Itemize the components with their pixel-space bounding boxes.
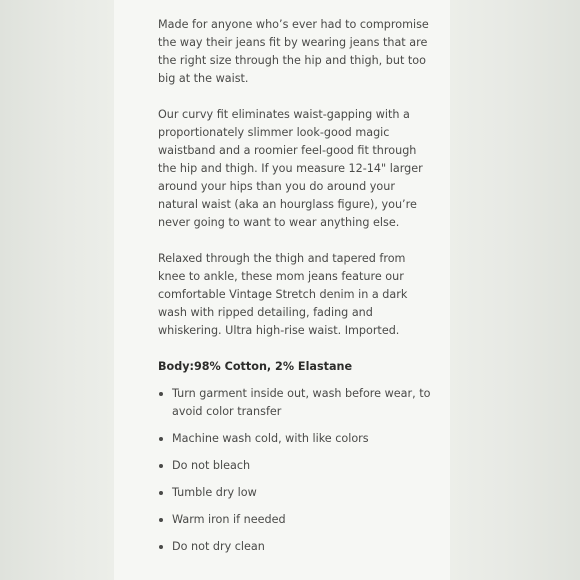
bullet-icon [159, 518, 163, 522]
bullet-icon [159, 545, 163, 549]
description-paragraph-curvy-fit: Our curvy fit eliminates waist-gapping with a proportionately slimmer look-good magic waistband and a roomier feel-good fit through the hip and thigh. If you measure 12-14" larger around your hips than you do around your natural waist (aka an hourglass figure), you’re never going to want to wear anything else. [158, 108, 423, 229]
product-description-panel [114, 0, 450, 580]
care-item-text: Machine wash cold, with like colors [172, 432, 369, 445]
care-item-text: Do not bleach [172, 459, 251, 472]
care-item-machine-wash [158, 430, 436, 448]
care-instructions-list [158, 385, 436, 556]
description-paragraph-fit-intro: Made for anyone who’s ever had to compromise the way their jeans fit by wearing jeans that are the right size through the hip and thigh, but too big at the waist. [158, 18, 429, 85]
description-paragraph-style: Relaxed through the thigh and tapered from knee to ankle, these mom jeans feature our comfortable Vintage Stretch denim in a dark wash with ripped detailing, fading and whiskering. Ultra high-rise waist. Imported. [158, 252, 408, 337]
care-item-warm-iron [158, 511, 436, 529]
care-item-text: Do not dry clean [172, 540, 265, 553]
care-item-text: Turn garment inside out, wash before wear, to avoid color transfer [172, 387, 431, 418]
bullet-icon [159, 437, 163, 441]
bullet-icon [159, 464, 163, 468]
left-background [0, 0, 114, 580]
bullet-icon [159, 491, 163, 495]
care-item-no-bleach [158, 457, 436, 475]
bullet-icon [159, 392, 163, 396]
care-item-no-dry-clean [158, 538, 436, 556]
care-item-inside-out [158, 385, 436, 421]
care-item-text: Warm iron if needed [172, 513, 286, 526]
right-background [450, 0, 580, 580]
fabric-composition: Body:98% Cotton, 2% Elastane [158, 360, 353, 373]
care-item-text: Tumble dry low [172, 486, 257, 499]
care-item-tumble-dry [158, 484, 436, 502]
